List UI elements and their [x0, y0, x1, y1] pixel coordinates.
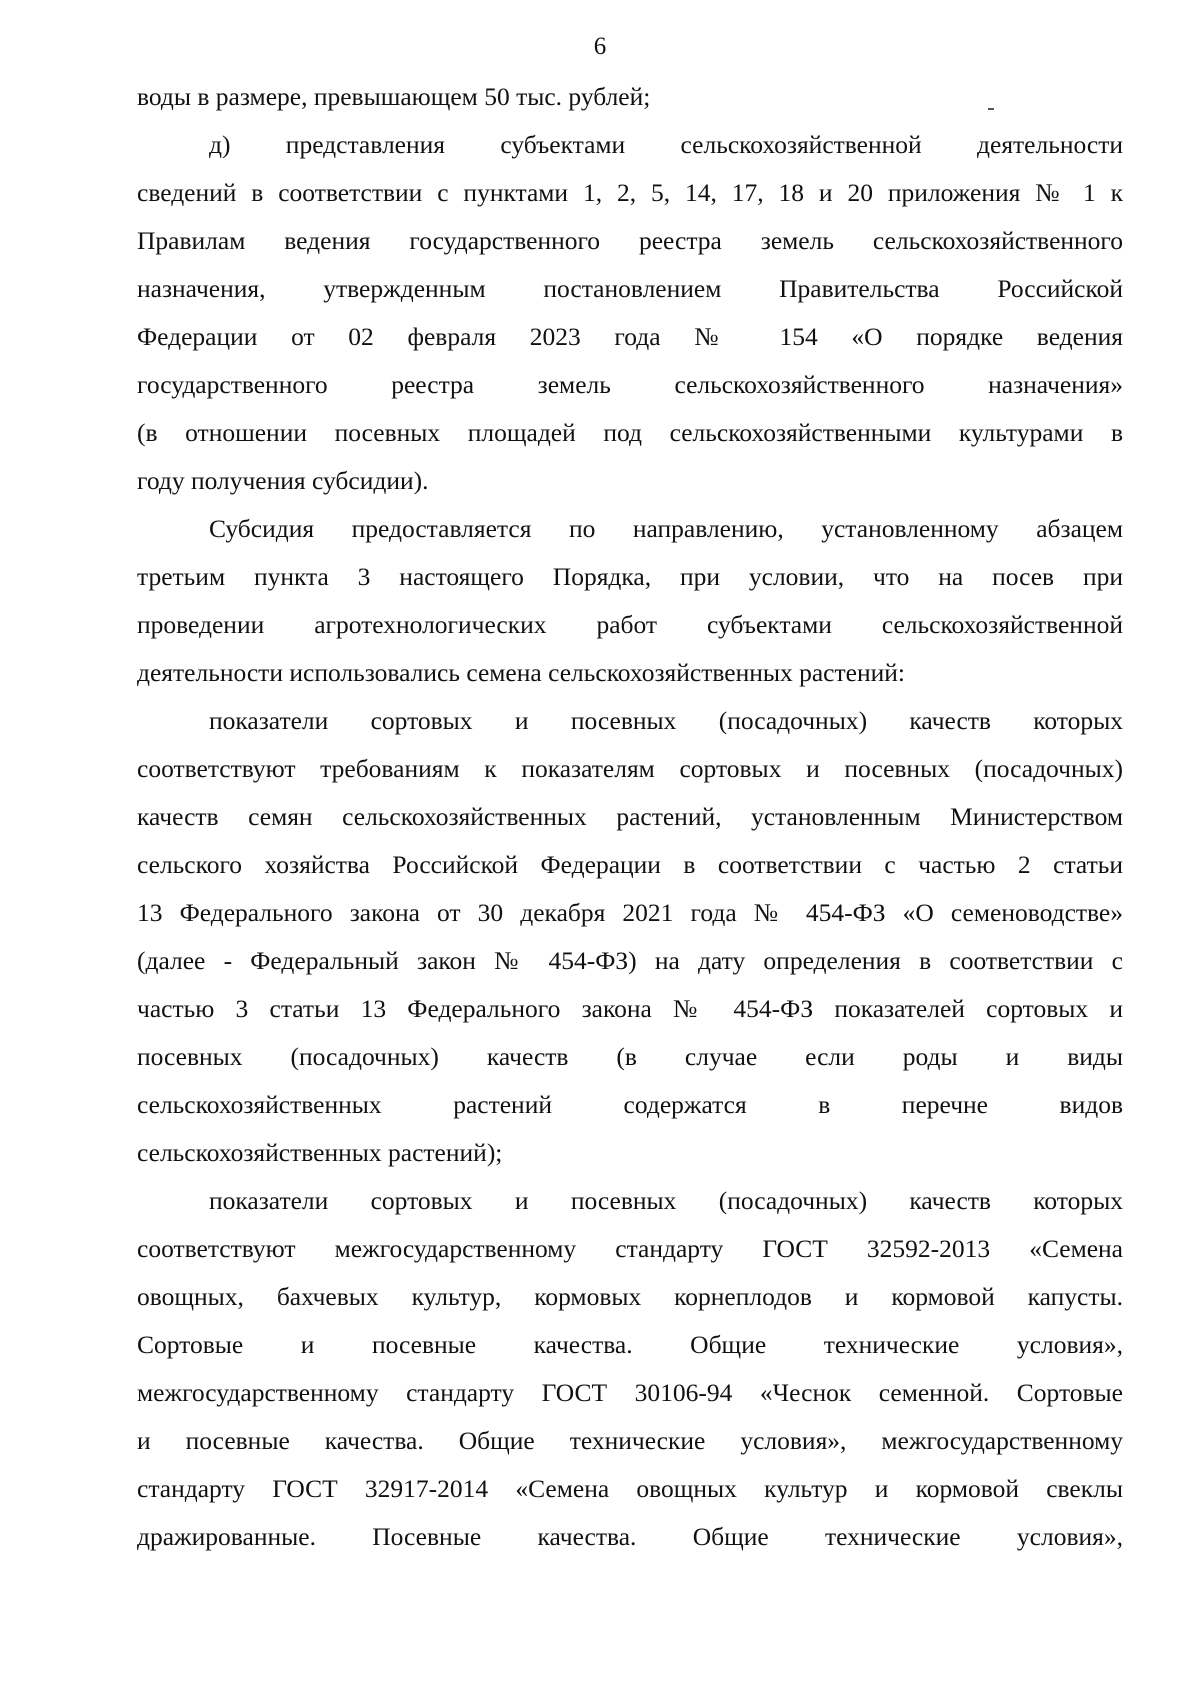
text-line: сведений в соответствии с пунктами 1, 2, 5, 14, 17, 18 и 20 приложения № 1 к — [137, 178, 1123, 207]
text-line: третьим пункта 3 настоящего Порядка, при условии, что на посев при — [137, 562, 1123, 591]
text-line: показатели сортовых и посевных (посадочных) качеств которых — [209, 1186, 1123, 1215]
text-line: Сортовые и посевные качества. Общие технические условия», — [137, 1330, 1123, 1359]
text-line: (в отношении посевных площадей под сельскохозяйственными культурами в — [137, 418, 1123, 447]
page-number: 6 — [593, 33, 607, 60]
text-line: воды в размере, превышающем 50 тыс. рублей; — [137, 82, 651, 111]
text-line: деятельности использовались семена сельскохозяйственных растений: — [137, 658, 905, 687]
text-line: овощных, бахчевых культур, кормовых корнеплодов и кормовой капусты. — [137, 1282, 1123, 1311]
text-line: году получения субсидии). — [137, 466, 429, 495]
text-line: соответствуют требованиям к показателям сортовых и посевных (посадочных) — [137, 754, 1123, 783]
text-line: сельскохозяйственных растений содержатся в перечне видов — [137, 1090, 1123, 1119]
text-line: Федерации от 02 февраля 2023 года № 154 «О порядке ведения — [137, 322, 1123, 351]
text-line: 13 Федерального закона от 30 декабря 2021 года № 454-ФЗ «О семеноводстве» — [137, 898, 1123, 927]
text-line: сельскохозяйственных растений); — [137, 1138, 503, 1167]
text-line: межгосударственному стандарту ГОСТ 30106-94 «Чеснок семенной. Сортовые — [137, 1378, 1123, 1407]
text-line: и посевные качества. Общие технические условия», межгосударственному — [137, 1426, 1123, 1455]
text-line: назначения, утвержденным постановлением Правительства Российской — [137, 274, 1123, 303]
text-line: государственного реестра земель сельскохозяйственного назначения» — [137, 370, 1123, 399]
text-line: стандарту ГОСТ 32917-2014 «Семена овощных культур и кормовой свеклы — [137, 1474, 1123, 1503]
text-line: дражированные. Посевные качества. Общие технические условия», — [137, 1522, 1123, 1551]
text-line: показатели сортовых и посевных (посадочных) качеств которых — [209, 706, 1123, 735]
text-line: проведении агротехнологических работ субъектами сельскохозяйственной — [137, 610, 1123, 639]
text-line: Субсидия предоставляется по направлению, установленному абзацем — [209, 514, 1123, 543]
text-line: посевных (посадочных) качеств (в случае если роды и виды — [137, 1042, 1123, 1071]
text-line: частью 3 статьи 13 Федерального закона № 454-ФЗ показателей сортовых и — [137, 994, 1123, 1023]
text-line: (далее - Федеральный закон № 454-ФЗ) на дату определения в соответствии с — [137, 946, 1123, 975]
text-line: д) представления субъектами сельскохозяйственной деятельности — [209, 130, 1123, 159]
text-line: соответствуют межгосударственному стандарту ГОСТ 32592-2013 «Семена — [137, 1234, 1123, 1263]
text-line: качеств семян сельскохозяйственных растений, установленным Министерством — [137, 802, 1123, 831]
text-line: Правилам ведения государственного реестра земель сельскохозяйственного — [137, 226, 1123, 255]
text-line: сельского хозяйства Российской Федерации в соответствии с частью 2 статьи — [137, 850, 1123, 879]
document-body — [137, 73, 1123, 1561]
